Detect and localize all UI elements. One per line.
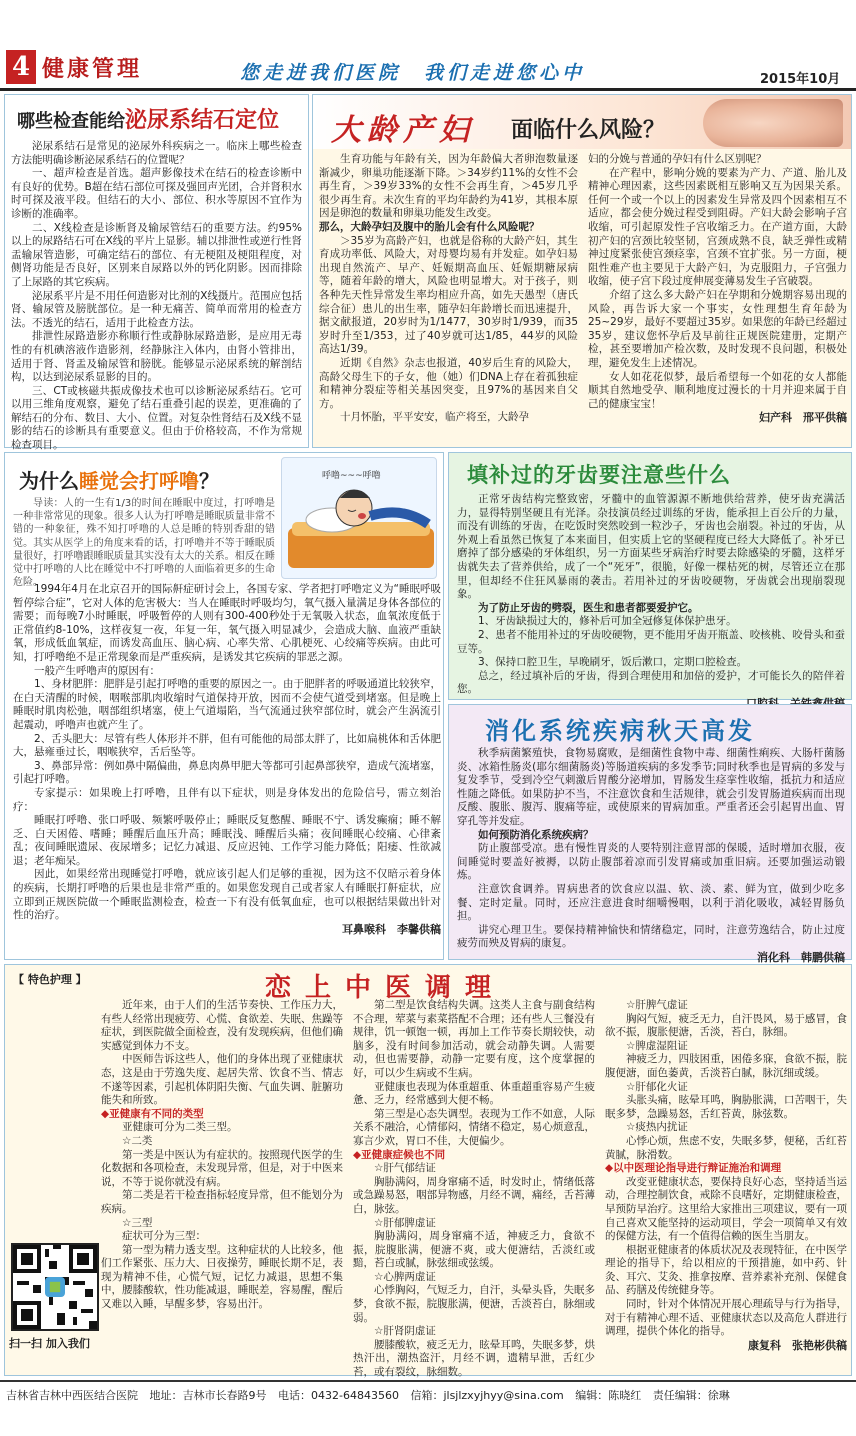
article-column: [319, 153, 578, 425]
article-title: 恋上中医调理: [265, 973, 506, 1003]
paragraph: 心悸心烦，焦虑不安，失眠多梦，便秘，舌红苔黄腻，脉滑数。: [605, 1134, 847, 1161]
masthead-rule: [0, 88, 856, 91]
paragraph: 一般产生呼噜声的原因有：: [34, 664, 160, 677]
subheading: ◆亚健康有不同的类型: [101, 1107, 204, 1120]
article-title: 填补过的牙齿要注意些什么: [467, 463, 731, 487]
article-snoring: [4, 452, 444, 960]
paragraph: 近期《自然》杂志也报道，40岁后生育的风险大，高龄父母生下的子女，他（她）们DNA上存在着孤独症和精神分裂症等相关基因突变，且97%的基因来自父方。: [319, 356, 578, 410]
slogan: 您走进我们医院 我们走进您心中: [240, 62, 586, 84]
paragraph: 中医师告诉这些人，他们的身体出现了亚健康状态，这是由于劳逸失度、起居失常、饮食不当、情志不遂等因素，引起机体阴阳失衡、气血失调、脏腑功能失和所致。: [101, 1053, 343, 1107]
footer-email[interactable]: 信箱：jlsjlzxyjhyy@sina.com: [410, 1389, 564, 1402]
paragraph: 生育功能与年龄有关，因为年龄偏大者卵泡数量逐渐减少，卵巢功能逐渐下降。＞34岁约11%的女性不会再生育，＞39岁33%的女性不会再生育，＞45岁几乎很少再生育。未次生育的平均年龄约为41岁，其根本原因是卵泡的数量和卵巢功能发生改变。: [319, 153, 578, 220]
byline: 耳鼻喉科 李馨供稿: [342, 922, 441, 936]
paragraph: 根据亚健康者的体质状况及表现特征，在中医学理论的指导下，给以相应的干预措施，如中药、针灸、耳穴、艾灸、推拿按摩、营养素补充剂、保健食品、药膳及传统健身等。: [605, 1243, 847, 1297]
paragraph: 第二型是饮食结构失调。这类人主食与副食结构不合理，荤菜与素菜搭配不合理；还有些人三餐没有规律，饥一顿饱一顿，再加上工作节奏长期较快，动脑多，没有时间参加活动，就会动静失调。人需要动，但也需要静，动静一定要有度，这个度掌握的好，可以少生病或不生病。: [353, 999, 595, 1079]
title-prefix: 哪些检查能给: [17, 111, 125, 132]
paragraph: ☆肝肾阴虚证: [374, 1325, 436, 1338]
paragraph: ☆肝脾气虚证: [626, 999, 688, 1011]
paragraph: 亚健康可分为二类三型。: [122, 1121, 238, 1134]
page-number: 4: [6, 50, 36, 84]
paragraph: 二、X线检查是诊断肾及输尿管结石的重要方法。约95%以上的尿路结石可在X线的平片上显影。辅以排泄性或逆行性肾盂输尿管造影，可确定结石的部位、有无梗阻及梗阻程度，对侧肾功能是否良好，区别来自尿路以外的钙化阴影。因而排除了上尿路的其它疾病。: [11, 221, 302, 288]
paragraph: 胸胁满闷，周身窜痛不适，神疲乏力，食欲不振，脘腹胀满，便溏不爽，或大便溏结，舌淡红或黯，苔白或腻，脉弦细或弦缓。: [353, 1230, 595, 1270]
paragraph: ☆肝郁化火证: [626, 1080, 688, 1093]
column-tag: 【 特色护理 】: [13, 973, 87, 986]
pregnant-woman-photo: [703, 99, 843, 147]
article-column: [605, 999, 847, 1380]
paragraph: ☆二类: [122, 1134, 153, 1147]
paragraph: 2、舌头肥大：尽管有些人体形并不胖，但有可能他的局部太胖了，比如扁桃体和舌体肥大，悬雍垂过长，咽喉狭窄，舌后坠等。: [13, 732, 441, 759]
paragraph: ☆心脾两虚证: [374, 1270, 436, 1283]
paragraph: 1、身材肥胖：肥胖是引起打呼噜的重要的原因之一。由于肥胖者的呼吸通道比较狭窄，在白天清醒的时候，咽喉部肌肉收缩时气道保持开放，因而不会使气道受到堵塞。但是晚上睡眠时肌肉松弛，咽部组织堵塞，使上气道塌陷，当气流通过狭窄部位时，就会产生涡流引起震动，呼噜声也就产生了。: [13, 678, 441, 731]
article-title: 消化系统疾病秋天高发: [485, 717, 755, 745]
article-tcm: [4, 964, 852, 1379]
article-filled-teeth: [448, 452, 852, 700]
section-title: 健康管理: [42, 56, 143, 82]
paragraph: 注意饮食调养。胃病患者的饮食应以温、软、淡、素、鲜为宜，做到少吃多餐、定时定量。同时，还应注意进食时细嚼慢咽，以利于消化吸收，减轻胃肠负担。: [457, 882, 845, 923]
qr-code[interactable]: [11, 1243, 99, 1331]
footer-phone: 电话：0432-64843560: [278, 1389, 399, 1402]
subheading: 为了防止牙齿的劈裂，医生和患者都要爱护它。: [478, 601, 699, 614]
title-rest: 面临什么风险？: [511, 118, 666, 143]
title-prefix: 为什么: [19, 469, 79, 493]
subheading: 那么，大龄孕妇及腹中的胎儿会有什么风险呢？: [319, 220, 540, 233]
article-lead: 导读：人的一生有1/3的时间在睡眠中度过，打呼噜是一种非常常见的现象。很多人认为打呼噜是睡眠质量非常不错的一种象征，殊不知打呼噜的人总是睡的特别香甜的错觉。其实从医学上的角度来看的话，打呼噜并不等于睡眠质量很好，打呼噜跟睡眠质量其实没有太大的关系。相反在睡觉中打呼噜的人比在睡觉中不打呼噜的人面临着更多的生命危险。: [13, 498, 275, 589]
paragraph: ＞35岁为高龄产妇，也就是俗称的大龄产妇，其生育成功率低、风险大，对母婴均易有并发症。如孕妇易出现自然流产、早产、妊娠期高血压、妊娠期糖尿病等，随着年龄的增大，风险也明显增大。对于孩子，则各种先天性异常发生率均相应升高，如先天愚型（唐氏综合征）患儿的出生率，随孕妇年龄增长而迅速提升，据文献报道，20岁时为1/1477，30岁时1/939，而35岁时升至1/353，过了40岁就可达1/85，44岁的风险高达1/39。: [319, 234, 578, 356]
subheading: 如何预防消化系统疾病？: [478, 828, 594, 841]
qr-code-icon: [13, 1245, 97, 1329]
article-body: [11, 140, 302, 453]
subheading: ◆以中医理论指导进行辩证施治和调理: [605, 1162, 782, 1175]
paragraph: 1994年4月在北京召开的国际鼾症研讨会上，各国专家、学者把打呼噜定义为“睡眠呼吸暂停综合症”，它对人体的危害极大：当人在睡眠时呼吸均匀，氧气摄入量满足身体各部位的需要；而每晚7小时睡眠，呼吸暂停的人则有300-400秒处于无氧吸入状态，血氧浓度低于正常值约8-10%，这样夜复一夜，年复一年，氧气摄入明显减少，会造成大脑、血液严重缺氧，形成低血氧症，而诱发高血压、脑心病、心率失常、心肌梗死、心绞痛等疾病。由此可知，打呼噜绝不是正常现象而是严重疾病，是诱发其它疾病的罪恶之源。: [13, 583, 441, 663]
paragraph: 一、超声检查是首选。超声影像技术在结石的检查诊断中有良好的优势。B超在结石部位可探及强回声光团，合并肾积水时可探及液平段。但结石的大小、部位、积水等原因不宜作为诊断的准确率。: [11, 167, 302, 220]
paragraph: 女人如花花似梦，最后希望每一个如花的女人都能顺其自然地受孕、顺利地度过漫长的十月并迎来属于自己的健康宝宝！: [588, 370, 847, 410]
title-suffix: ？: [199, 469, 219, 493]
article-body: [13, 583, 441, 936]
paragraph: 因此，如果经常出现睡觉打呼噜，就应该引起人们足够的重视，因为这不仅暗示着身体的疾病，长期打呼噜的后果也是非常严重的。如果您发现自己或者家人有睡眠打鼾症状，应立即到正规医院做一个睡眠监测检查，检查一下有没有低氧血症，也可以根据结果做出针对性的治疗。: [13, 868, 441, 922]
paragraph: 讲究心理卫生。要保持精神愉快和情绪稳定，同时，注意劳逸结合，防止过度疲劳而殃及胃病的康复。: [457, 923, 845, 950]
paragraph: ☆肝气郁结证: [374, 1162, 436, 1175]
article-column: [353, 999, 595, 1380]
snore-sound-label: 呼噜~~~呼噜: [322, 471, 381, 481]
paragraph: 头胀头痛，眩晕耳鸣，胸胁胀满，口苦咽干，失眠多梦，急躁易怒，舌红苔黄，脉弦数。: [605, 1094, 847, 1120]
paragraph: 正常牙齿结构完整致密，牙髓中的血管源源不断地供给营养，使牙齿充满活力，显得特别坚硬且有光泽。杂技演员经过训练的牙齿，能承担上百公斤的力量，而没有训练的牙齿，在吃饭时突然咬到一粒沙子，牙齿也会崩裂。补过的牙齿，从外观上看虽然已恢复了本来面目，但实质上它的坚硬程度已经大大降低了。补牙已磨掉了部分感染的牙体组织，另一方面某些牙病治疗时要去除感染的牙髓，这样牙齿就失去了营养供给，成了一个“死牙”，很脆，好像一棵枯死的树，尽管还立在那里，但却经不住狂风暴雨的袭击。若用补过的牙齿咬硬物，牙齿就会出现崩裂现象。: [457, 493, 845, 601]
paragraph: 三、CT或核磁共振成像技术也可以诊断泌尿系结石。它可以用三维角度观察，避免了结石重叠引起的误差，更准确的了解结石的分布、数目、大小、位置。对复杂性肾结石及X线不显影的结石的诊断具有重要意义。但由于价格较高，不作为常规检查项目。: [11, 384, 302, 452]
paragraph: 胸闷气短，疲乏无力，自汗畏风，易于感冒，食欲不振，腹胀便溏，舌淡，苔白，脉细。: [605, 1012, 847, 1039]
paragraph: ☆脾虚湿阻证: [626, 1039, 688, 1052]
paragraph: 第三型是心态失调型。表现为工作不如意，人际关系不融洽，心情郁闷，情绪不稳定，易心烦意乱，寡言少欢，胃口不佳，大便偏少。: [353, 1107, 595, 1147]
snoring-illustration: [281, 457, 437, 579]
paragraph: 泌尿系平片是不用任何造影对比剂的X线摄片。范围应包括肾、输尿管及膀胱部位。是一种无痛苦、简单而常用的检查方法。不透光的结石，适用于此检查方法。: [11, 289, 302, 329]
paragraph: 3、鼻部异常：例如鼻中隔偏曲，鼻息肉鼻甲肥大等都可引起鼻部狭窄，造成气流堵塞，引起打呼噜。: [13, 759, 441, 786]
paragraph: 心悸胸闷，气短乏力，自汗，头晕头昏，失眠多梦，食欲不振，脘腹胀满，便溏，舌淡苔白，脉细或弱。: [353, 1284, 595, 1324]
footer-hospital: 吉林省吉林中西医结合医院: [6, 1389, 138, 1402]
article-kidney-stone: [4, 94, 309, 452]
footer-chief-editor: 责任编辑：徐琳: [652, 1389, 730, 1402]
paragraph: ☆痰热内扰证: [626, 1121, 688, 1134]
paragraph: 排泄性尿路造影亦称顺行性或静脉尿路造影，是应用无毒性的有机碘溶液作造影剂，经静脉注入体内，由肾小管排出，适用于肾、肾盂及输尿管和膀胱。能够显示泌尿系统的解剖结构，以达到泌尿系显影的目的。: [11, 330, 302, 384]
byline: 消化科 韩鹏供稿: [757, 950, 845, 964]
title-emphasis: 睡觉会打呼噜: [79, 469, 199, 493]
paragraph: 介绍了这么多大龄产妇在孕期和分娩期容易出现的风险，再告诉大家一个事实，女性理想生育年龄为25~29岁，最好不要超过35岁。如果您的年龄已经超过35岁，建议您怀孕后及早前往正规医院建册，定期产检，甚至要增加产检次数，及时发现不良问题，积极处理，避免发生上述情况。: [588, 288, 847, 369]
paragraph: 2、患者不能用补过的牙齿咬硬物，更不能用牙齿开瓶盖、咬核桃、咬骨头和蚕豆等。: [457, 628, 845, 655]
article-title: [17, 103, 302, 134]
paragraph: 专家提示：如果晚上打呼噜，且伴有以下症状，则是身体发出的危险信号，需立刻治疗：: [13, 786, 441, 813]
paragraph: 第一类是中医认为有症状的。按照现代医学的生化数据和各项检查，未发现异常，但是，对于中医来说，不等于说你就没有病。: [101, 1148, 343, 1188]
paragraph: 改变亚健康状态，要保持良好心态，坚持适当运动，合理控制饮食，戒除不良嗜好，定期健康检查，早预防早治疗。这里给大家推出三项建议，要有一项自己喜欢又能坚持的运动项目，学会一项简单又有效的保健方法，有一个值得信赖的医生当朋友。: [605, 1175, 847, 1243]
paragraph: 秋季病菌繁殖快，食物易腐败，是细菌性食物中毒、细菌性痢疾、大肠杆菌肠炎、冰箱性肠炎(耶尔细菌肠炎)等肠道疾病的多发季节;同时秋季也是胃病的多发与复发季节，受到冷空气刺激后胃酸分泌增加，胃肠发生痉挛性收缩，抵抗力和适应性随之降低。如果防护不当，不注意饮食和生活规律，就会引发胃肠道疾病而出现反酸、腹胀、腹泻、腹痛等症，或使原来的胃病加重。严重者还会引起胃出血、胃穿孔等并发症。: [457, 747, 845, 827]
article-body: [457, 747, 845, 965]
footer: [0, 1380, 856, 1410]
subheading: ◆亚健康症候也不同: [353, 1148, 446, 1161]
paragraph: 近年来，由于人们的生活节奏快、工作压力大，有些人经常出现疲劳、心慌、食欲差、失眠、焦躁等症状，到医院做全面检查，没有发现疾病，但他们确实感觉到体力不支。: [101, 999, 343, 1052]
paragraph: 第二类是若干检查指标轻度异常，但不能划分为疾病。: [101, 1189, 343, 1215]
paragraph: 妇的分娩与普通的孕妇有什么区别呢？: [588, 153, 767, 165]
article-column: [588, 153, 847, 425]
paragraph: 腰膝酸软，疲乏无力，眩晕耳鸣，失眠多梦，烘热汗出，潮热盗汗，月经不调，遗精早泄，舌红少苔，或有裂纹，脉细数。: [353, 1338, 595, 1379]
title-emphasis: 泌尿系结石定位: [125, 108, 280, 133]
article-body: [457, 493, 845, 711]
byline: 康复科 张艳彬供稿: [748, 1338, 847, 1352]
paragraph: 同时，针对个体情况开展心理疏导与行为指导，对于有精神心理不适、亚健康状态以及高危人群进行调理，提供个体化的指导。: [605, 1298, 847, 1338]
footer-editor: 编辑：陈晓红: [575, 1389, 642, 1402]
paragraph: 十月怀胎，平平安安，临产将至，大龄孕: [340, 411, 529, 424]
article-digestive: [448, 704, 852, 964]
title-emphasis: 大龄产妇: [331, 113, 475, 148]
qr-caption: 扫一扫 加入我们: [9, 1337, 90, 1350]
paragraph: 防止腹部受凉。患有慢性胃炎的人要特别注意胃部的保暖，适时增加衣服，夜间睡觉时要盖好被褥，以防止腹部着凉而引发胃痛或加重旧病。还要加强运动锻炼。: [457, 842, 845, 882]
paragraph: 泌尿系结石是常见的泌尿外科疾病之一。临床上哪些检查方法能明确诊断泌尿系结石的位置呢？: [11, 140, 302, 166]
article-older-mothers: [312, 94, 852, 448]
footer-address: 地址：吉林市长春路9号: [149, 1389, 267, 1402]
issue-date: 2015年10月: [760, 72, 841, 87]
paragraph: 胸胁满闷，周身窜痛不适，时发时止，情绪低落或急躁易怒，咽部异物感，月经不调，痛经，舌苔薄白，脉弦。: [353, 1175, 595, 1215]
paragraph: 睡眠打呼噜、张口呼吸、频繁呼吸停止；睡眠反复憋醒、睡眠不宁、诱发癫痫；睡不解乏、白天困倦、嗜睡；睡醒后血压升高；睡眠浅、睡醒后头痛；夜间睡眠心绞痛、心律紊乱；夜间睡眠遗尿、夜尿增多；记忆力减退、反应迟钝、工作学习能力降低；阳痿、性欲减退；老年痴呆。: [13, 814, 441, 867]
paragraph: 神疲乏力，四肢困重，困倦多寐，食欲不振，脘腹便溏，面色萎黄，舌淡苔白腻，脉沉细或缓。: [605, 1053, 847, 1079]
paragraph: 1、牙齿缺损过大的，修补后可加全冠修复体保护患牙。: [478, 615, 737, 628]
paragraph: ☆肝郁脾虚证: [374, 1216, 436, 1229]
paragraph: 3、保持口腔卫生，早晚刷牙，饭后漱口，定期口腔检查。: [478, 656, 748, 669]
paragraph: ☆三型: [122, 1216, 153, 1229]
paragraph: 在产程中，影响分娩的要素为产力、产道、胎儿及精神心理因素，这些因素既相互影响又互为因果关系。任何一个或一个以上的因素发生异常及四个因素相互不适应，都会使分娩过程受到阻碍。产妇大龄会影响子宫收缩，可引起原发性子宫收缩乏力。在产道方面，大龄初产妇的宫颈比较坚韧，宫颈成熟不良，缺乏弹性或精神过度紧张使宫颈痉挛，宫颈不宜扩张。另一方面，梗阻性难产也主要见于大龄产妇，为克服阻力，子宫强力收缩，使子宫下段过度伸展变薄易发生子宫破裂。: [588, 166, 847, 288]
article-title: [19, 465, 219, 494]
paragraph: 症状可分为三型：: [122, 1230, 206, 1243]
paragraph: 亚健康也表现为体重超重、体重超重容易产生疲惫、乏力，经常感到大便不畅。: [353, 1080, 595, 1107]
byline: 妇产科 邢平供稿: [759, 411, 847, 425]
paragraph: 总之，经过填补后的牙齿，得到合理使用和加倍的爱护，才可能长久的陪伴着您。: [457, 669, 845, 696]
paragraph: 第一型为精力透支型。这种症状的人比较多，他们工作紧张、压力大、日夜操劳，睡眠长期不足，表现为精神不佳，心慌气短，记忆力减退，思想不集中，腰膝酸软，性功能减退，睡眠差，容易醒，醒后又难以入睡，早醒多梦，容易出汗。: [101, 1243, 343, 1311]
